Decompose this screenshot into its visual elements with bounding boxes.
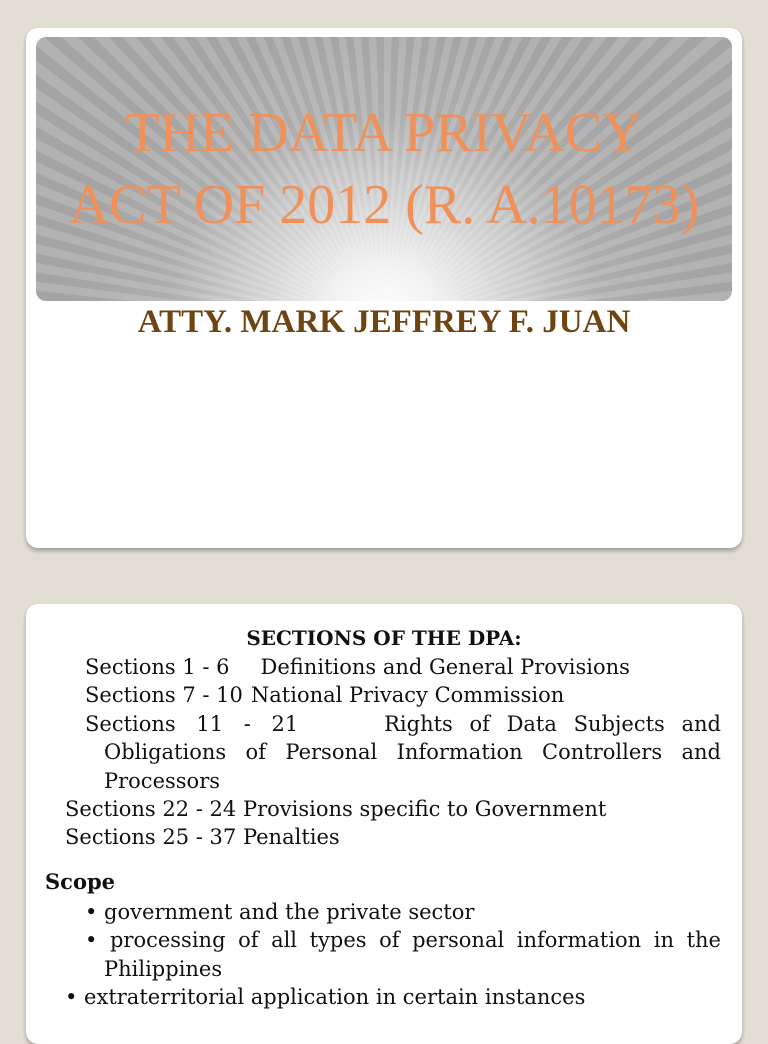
section-description: Provisions specific to Government xyxy=(242,797,607,821)
section-range: Sections 11 - 21 xyxy=(85,712,299,736)
title-line-2: ACT OF 2012 (R. A.10173) xyxy=(68,174,700,236)
section-row xyxy=(85,653,630,682)
sections-heading: SECTIONS OF THE DPA: xyxy=(246,626,522,650)
section-row xyxy=(65,795,606,824)
title-line-1: THE DATA PRIVACY xyxy=(125,102,643,164)
section-range: Sections 7 - 10 xyxy=(85,683,243,707)
section-description: Penalties xyxy=(242,825,340,849)
scope-item-text: • processing of all types of personal information in the Philippines xyxy=(85,928,721,981)
author-name: ATTY. MARK JEFFREY F. JUAN xyxy=(137,304,631,340)
section-range: Sections 1 - 6 xyxy=(85,655,230,679)
section-range: Sections 22 - 24 xyxy=(65,797,237,821)
title-slide xyxy=(26,28,742,548)
section-description: Rights of Data Subjects and xyxy=(384,712,721,736)
scope-heading: Scope xyxy=(45,869,116,894)
scope-item: • extraterritorial application in certain instances xyxy=(65,985,586,1009)
section-row xyxy=(65,823,340,852)
scope-item xyxy=(85,926,721,983)
section-continuation: Obligations of Personal Information Controllers and Processors xyxy=(104,740,721,793)
section-description: Definitions and General Provisions xyxy=(260,655,630,679)
section-row xyxy=(85,710,721,739)
sections-slide xyxy=(26,604,742,1044)
section-description: National Privacy Commission xyxy=(250,683,565,707)
section-row xyxy=(85,681,564,710)
slide-title xyxy=(69,97,700,241)
title-banner xyxy=(36,37,732,301)
scope-item: • government and the private sector xyxy=(85,900,475,924)
section-range: Sections 25 - 37 xyxy=(65,825,237,849)
